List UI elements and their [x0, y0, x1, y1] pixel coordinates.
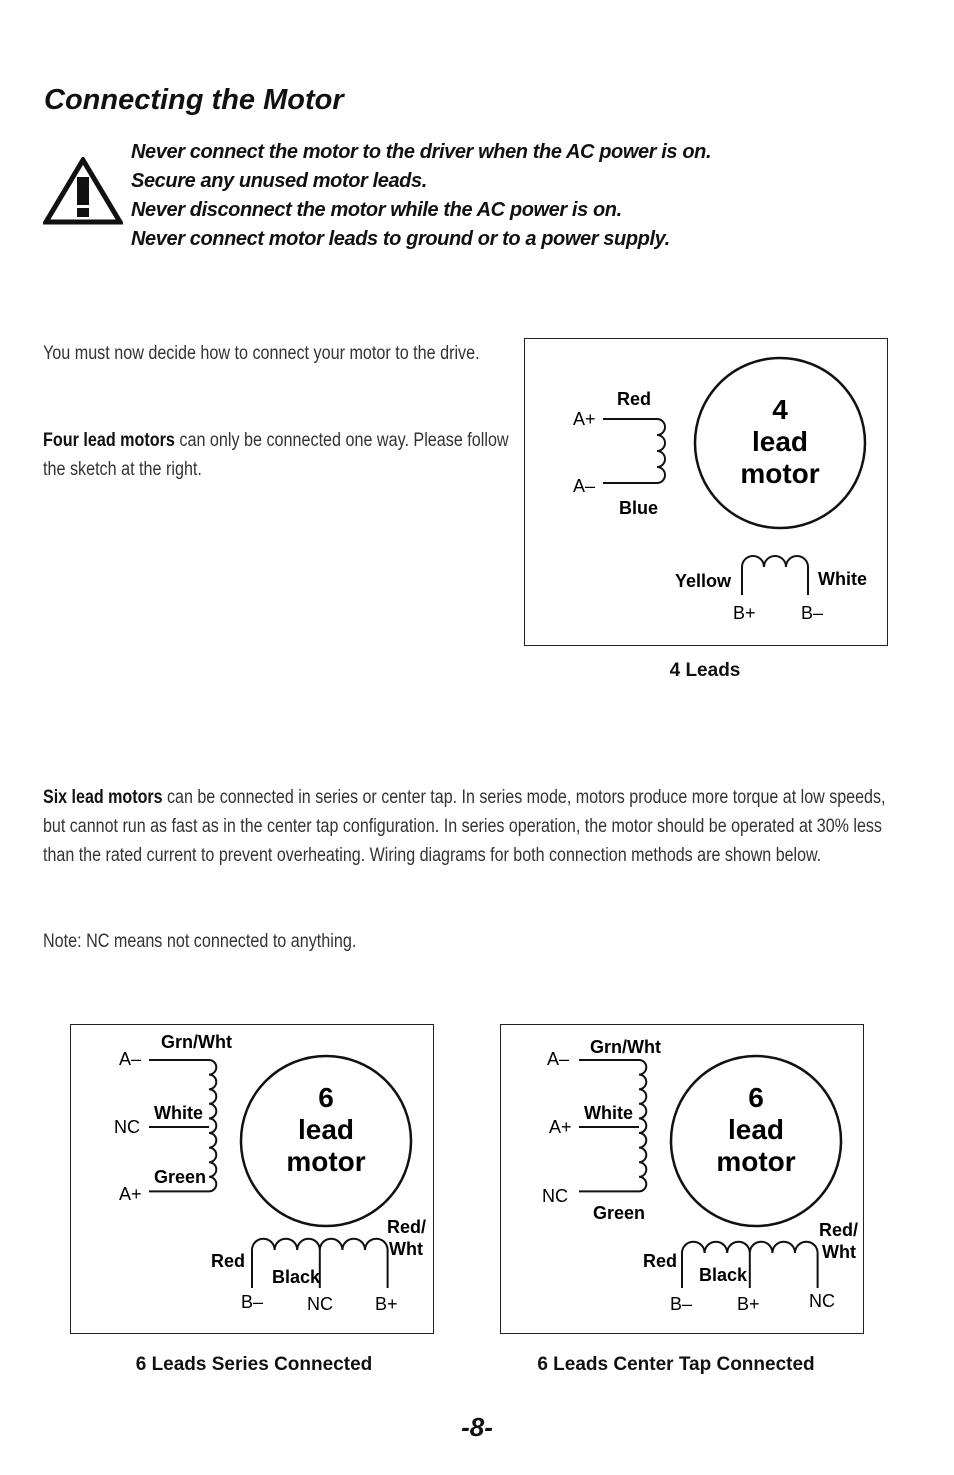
- warning-item: Never connect the motor to the driver when the AC power is on.: [131, 141, 712, 163]
- four-lead-diagram: [524, 338, 888, 646]
- green-wire-label: Green: [154, 1167, 207, 1187]
- warning-triangle-icon: [43, 157, 123, 225]
- motor-label: 4: [772, 394, 788, 425]
- four-lead-caption: 4 Leads: [669, 660, 741, 681]
- four-lead-text: can only be connected one way. Please follow the sketch at the right.: [43, 430, 509, 480]
- six-lead-center-tap-caption: 6 Leads Center Tap Connected: [537, 1354, 815, 1375]
- coil-a: [579, 1060, 646, 1191]
- four-lead-heading: Four lead motors: [43, 430, 175, 451]
- a-minus-label: A–: [573, 476, 596, 496]
- red-wht-wire-label: Red/: [819, 1220, 859, 1240]
- black-wire-label: Black: [699, 1265, 748, 1285]
- coil-a: [603, 419, 665, 483]
- red-wht-wire-label: Wht: [389, 1239, 423, 1259]
- nc-label: NC: [542, 1186, 568, 1206]
- a-plus-label: A+: [573, 409, 596, 429]
- motor-label: 6: [318, 1082, 334, 1113]
- motor-label: lead: [297, 1114, 355, 1145]
- motor-label: motor: [286, 1146, 366, 1177]
- grn-wht-wire-label: Grn/Wht: [590, 1037, 661, 1057]
- coil-b: [742, 556, 808, 595]
- motor-label: lead: [751, 426, 809, 457]
- blue-wire-label: Blue: [619, 498, 659, 518]
- a-minus-label: A–: [119, 1049, 142, 1069]
- b-minus-label: B–: [670, 1294, 693, 1314]
- red-wire-label: Red: [617, 389, 652, 409]
- six-lead-heading: Six lead motors: [43, 787, 163, 808]
- red-wht-wire-label: Red/: [387, 1217, 427, 1237]
- white-wire-label: White: [154, 1103, 203, 1123]
- nc-label: NC: [307, 1294, 333, 1314]
- black-wire-label: Black: [272, 1267, 321, 1287]
- b-plus-label: B+: [375, 1294, 398, 1314]
- intro-paragraph: You must now decide how to connect your motor to the drive.: [43, 343, 480, 364]
- nc-label: NC: [809, 1291, 835, 1311]
- warning-item: Secure any unused motor leads.: [131, 170, 427, 192]
- six-lead-text: can be connected in series or center tap. In series mode, motors produce more torque at low speeds, but cannot run as fast as in the center tap configuration. In series operation, the motor should be operated at 30% less than the rated current to prevent overheating. Wiring diagrams for both connection methods are shown below.: [43, 787, 886, 866]
- motor-label: motor: [716, 1146, 796, 1177]
- white-wire-label: White: [818, 569, 867, 589]
- four-lead-paragraph: [43, 426, 519, 484]
- page-number: -8-: [461, 1412, 493, 1442]
- grn-wht-wire-label: Grn/Wht: [161, 1032, 232, 1052]
- red-wire-label: Red: [643, 1251, 678, 1271]
- a-plus-label: A+: [549, 1117, 572, 1137]
- white-wire-label: White: [584, 1103, 633, 1123]
- motor-label: lead: [727, 1114, 785, 1145]
- yellow-wire-label: Yellow: [675, 571, 732, 591]
- red-wire-label: Red: [211, 1251, 246, 1271]
- motor-label: 6: [748, 1082, 764, 1113]
- page-title: Connecting the Motor: [44, 84, 344, 116]
- warning-list: [131, 138, 711, 254]
- six-lead-center-tap-diagram: [500, 1024, 864, 1334]
- six-lead-series-caption: 6 Leads Series Connected: [135, 1354, 373, 1375]
- b-minus-label: B–: [241, 1292, 264, 1312]
- b-minus-label: B–: [801, 603, 824, 623]
- red-wht-wire-label: Wht: [822, 1242, 856, 1262]
- warning-item: Never connect motor leads to ground or to a power supply.: [131, 228, 670, 250]
- nc-note: Note: NC means not connected to anything.: [43, 931, 357, 952]
- nc-label: NC: [114, 1117, 140, 1137]
- a-minus-label: A–: [547, 1049, 570, 1069]
- six-lead-paragraph: [43, 783, 896, 870]
- motor-label: motor: [740, 458, 820, 489]
- b-plus-label: B+: [737, 1294, 760, 1314]
- green-wire-label: Green: [593, 1203, 646, 1223]
- b-plus-label: B+: [733, 603, 756, 623]
- a-plus-label: A+: [119, 1184, 142, 1204]
- six-lead-series-diagram: [70, 1024, 434, 1334]
- warning-item: Never disconnect the motor while the AC power is on.: [131, 199, 622, 221]
